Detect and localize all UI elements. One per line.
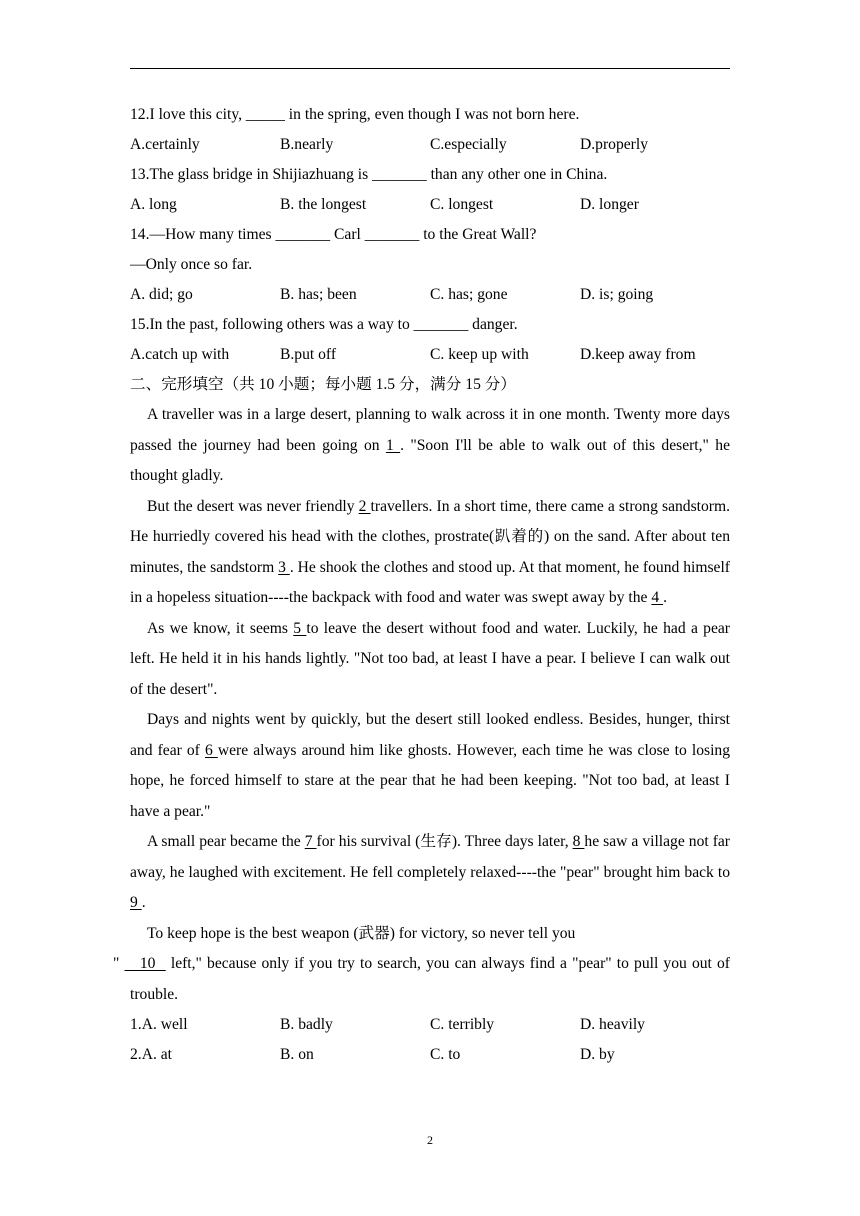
passage-text: to leave the desert without food and water. Luckily, he had a pear left. He held it in his hands lightly. "Not too bad, at least I have a pear. I believe I can walk out of the desert".: [130, 619, 730, 698]
option-a: A.catch up with: [130, 346, 230, 363]
passage-text: But the desert was never friendly: [147, 497, 359, 515]
question-15-stem: 15.In the past, following others was a way to _______ danger.: [130, 316, 518, 333]
option-a: 2.A. at: [130, 1046, 173, 1063]
option-d: D. is; going: [580, 286, 654, 303]
passage-text: .: [141, 894, 146, 911]
passage-paragraph-1: [130, 400, 730, 492]
option-d: D. heavily: [580, 1016, 645, 1033]
blank-10: 10: [124, 955, 166, 972]
passage-text: were always around him like ghosts. However, each time he was close to losing hope, he forced himself to stare at the pear that he had been keeping. "Not too bad, at least I have a pear.": [130, 741, 730, 820]
blank-5: 5: [293, 619, 307, 637]
option-a: A. long: [130, 196, 177, 213]
passage-text: .: [663, 589, 667, 606]
question-14-reply: —Only once so far.: [130, 256, 253, 273]
cloze-options-2: [130, 1040, 730, 1070]
passage-paragraph-4: [130, 705, 730, 827]
passage-text: for his survival (生存). Three days later,: [316, 833, 573, 850]
option-d: D.properly: [580, 136, 648, 153]
passage-text: . He shook the clothes and stood up. At that moment, he found himself in a hopeless situation----the backpack with food and water was swept away by the: [130, 558, 730, 606]
cloze-options-1: [130, 1010, 730, 1040]
option-c: C. keep up with: [430, 346, 529, 363]
question-14-options: [130, 280, 730, 310]
option-d: D. by: [580, 1046, 615, 1063]
passage-paragraph-6: [113, 919, 730, 1011]
option-c: C. has; gone: [430, 286, 508, 303]
option-c: C. to: [430, 1046, 461, 1063]
option-d: D. longer: [580, 196, 639, 213]
option-c: C. terribly: [430, 1016, 495, 1033]
blank-2: 2: [358, 497, 371, 515]
option-a: A. did; go: [130, 286, 193, 303]
passage-text: travellers. In a short time, there came a strong sandstorm. He hurriedly covered his head with the clothes, prostrate(趴着的) on the sand. After about ten minutes, the sandstorm: [130, 497, 730, 576]
blank-9: 9: [130, 894, 142, 911]
blank-3: 3: [278, 558, 290, 576]
question-14-stem: 14.—How many times _______ Carl _______ to the Great Wall?: [130, 226, 537, 243]
option-b: B.put off: [280, 346, 337, 363]
option-b: B. badly: [280, 1016, 333, 1033]
passage-text: To keep hope is the best weapon (武器) for victory, so never tell you: [147, 924, 576, 942]
option-b: B.nearly: [280, 136, 334, 153]
passage-paragraph-3: [130, 614, 730, 706]
blank-4: 4: [651, 589, 664, 606]
page-number: 2: [427, 1133, 433, 1147]
option-a: A.certainly: [130, 136, 200, 153]
question-13-stem: 13.The glass bridge in Shijiazhuang is _______ than any other one in China.: [130, 166, 608, 183]
passage-text: Days and nights went by quickly, but the desert still looked endless. Besides, hunger, thirst and fear of: [130, 711, 730, 759]
passage-text: As we know, it seems: [147, 619, 294, 637]
passage-paragraph-2: [130, 492, 730, 614]
passage-paragraph-5: [130, 827, 730, 919]
option-c: C.especially: [430, 136, 507, 153]
question-12-options: [130, 130, 730, 160]
option-a: 1.A. well: [130, 1016, 188, 1033]
section-title: 二、完形填空（共 10 小题；每小题 1.5 分，满分 15 分）: [130, 376, 516, 393]
blank-1: 1: [385, 436, 401, 454]
option-b: B. the longest: [280, 196, 367, 213]
passage-text: he saw a village not far away, he laughed with excitement. He fell completely relaxed----the "pear" brought him back to: [130, 833, 731, 881]
question-12-stem: 12.I love this city, _____ in the spring, even though I was not born here.: [130, 106, 580, 123]
header-rule: [130, 68, 730, 69]
option-d: D.keep away from: [580, 346, 696, 363]
option-c: C. longest: [430, 196, 494, 213]
blank-7: 7: [304, 833, 317, 850]
blank-6: 6: [204, 741, 218, 759]
page-content: [113, 100, 731, 1070]
option-b: B. has; been: [280, 286, 357, 303]
question-13-options: [130, 190, 730, 220]
question-15-options: [130, 340, 730, 370]
passage-text: left," because only if you try to search, you can always find a "pear" to pull you out of trouble.: [130, 955, 730, 1003]
blank-8: 8: [572, 833, 585, 850]
option-b: B. on: [280, 1046, 314, 1063]
passage-text: . "Soon I'll be able to walk out of this desert," he thought gladly.: [130, 436, 730, 484]
passage-text: A small pear became the: [147, 833, 305, 850]
passage-text: A traveller was in a large desert, planning to walk across it in one month. Twenty more days passed the journey had been going on: [130, 406, 730, 454]
passage-text: ": [113, 955, 125, 972]
